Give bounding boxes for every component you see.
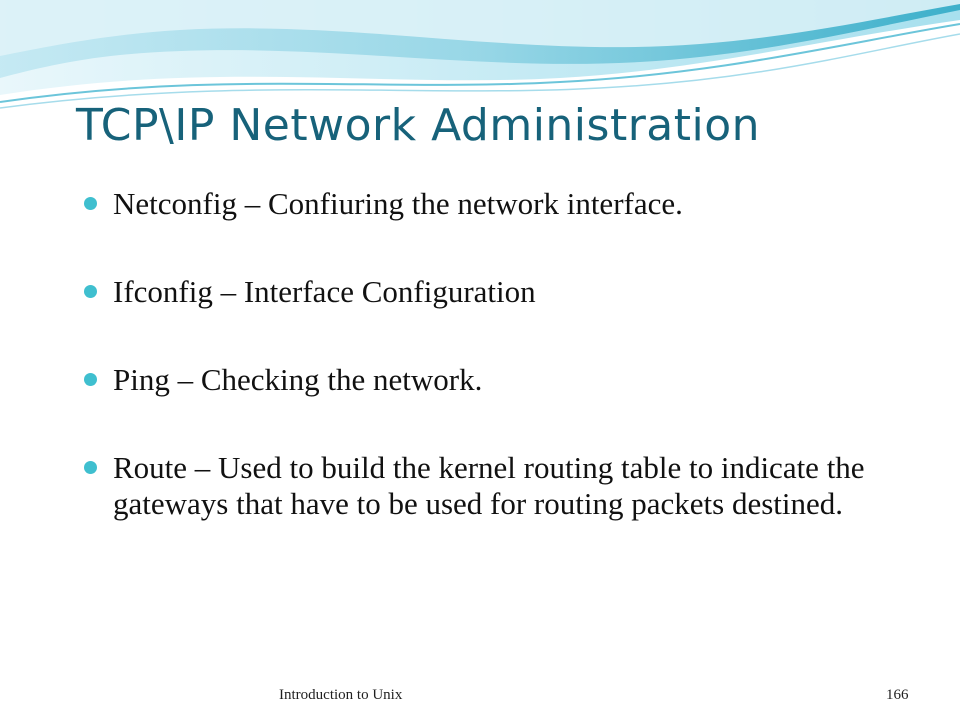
footer-page-number: 166 [886,687,909,703]
bullet-text: Route – Used to build the kernel routing table to indicate the gateways that have to be used for routing packets destined. [113,450,865,521]
slide-title: TCP\IP Network Administration [76,100,761,151]
bullet-item [84,450,884,522]
bullet-dot-icon [84,197,97,210]
bullet-dot-icon [84,373,97,386]
bullet-dot-icon [84,285,97,298]
bullet-item [84,274,884,310]
bullet-dot-icon [84,461,97,474]
footer-course-label: Introduction to Unix [279,687,403,703]
bullet-item [84,186,884,222]
bullet-list [84,186,884,574]
bullet-item [84,362,884,398]
bullet-text: Ping – Checking the network. [113,362,483,397]
bullet-text: Ifconfig – Interface Configuration [113,274,536,309]
bullet-text: Netconfig – Confiuring the network interface. [113,186,683,221]
